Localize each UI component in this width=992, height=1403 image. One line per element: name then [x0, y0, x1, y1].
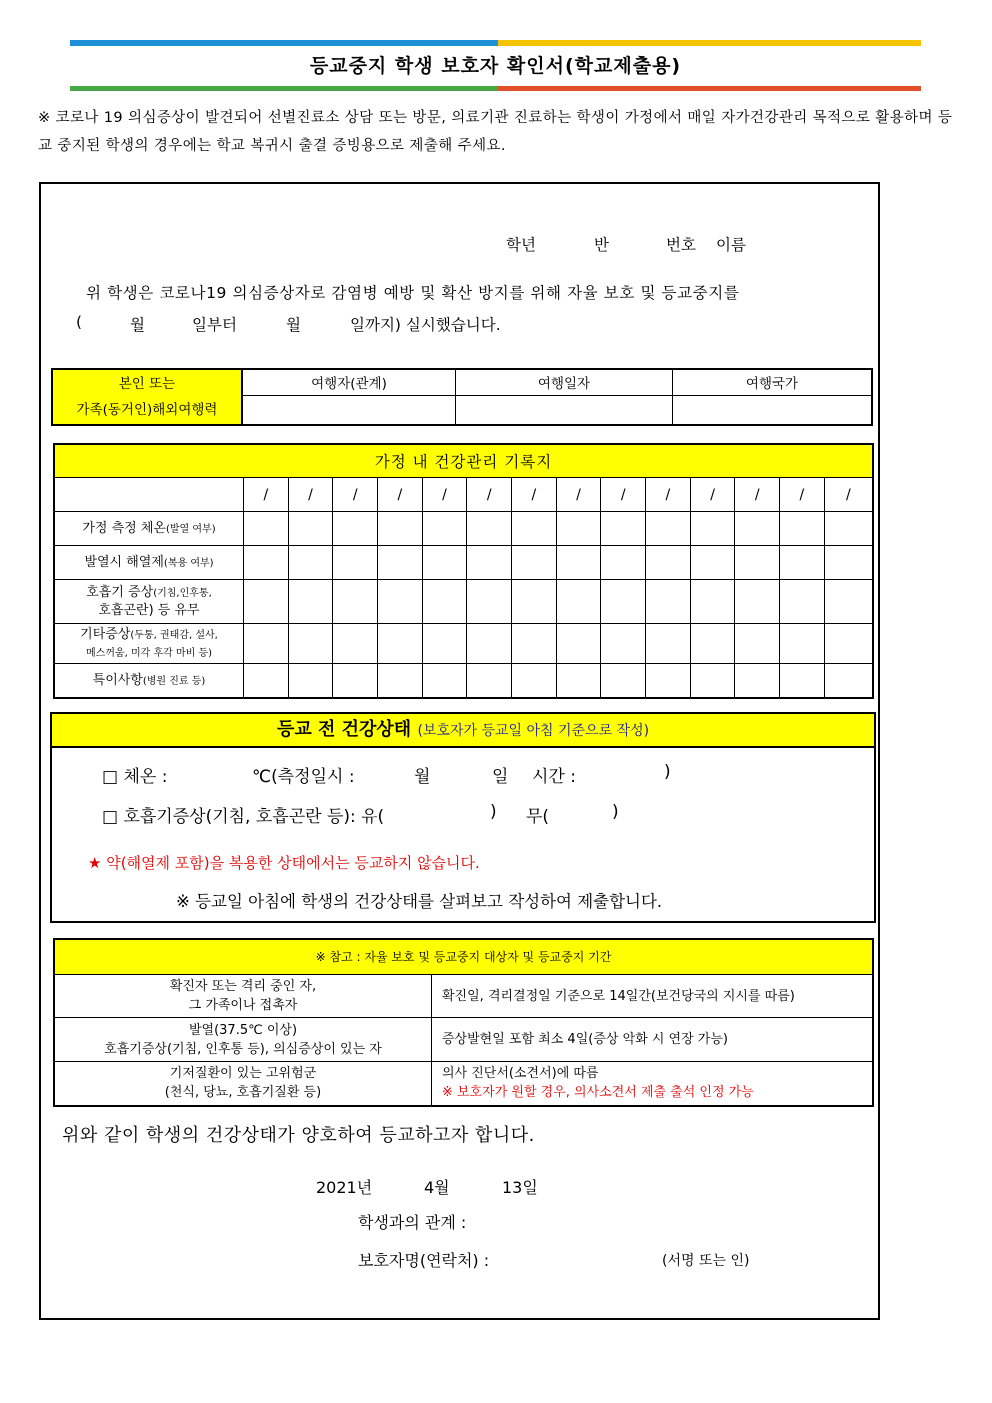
health-row-label-main: 발열시 해열제 [84, 554, 164, 570]
statement-open: ( [76, 313, 83, 331]
temp-month: 월 [414, 767, 431, 787]
health-row-label-main: 가정 측정 체온 [82, 520, 166, 536]
health-entry-cell[interactable] [244, 512, 289, 546]
date-cell[interactable]: / [646, 478, 691, 512]
relation-label: 학생과의 관계 : [358, 1213, 467, 1232]
reference-who-2-line2: 호흡기증상(기침, 인후통 등), 의심증상이 있는 자 [104, 1041, 382, 1057]
reference-period-1-line1: 확진일, 격리결정일 기준으로 14일간(보건당국의 지시를 따름) [442, 988, 795, 1004]
number-label: 번호 [666, 236, 696, 254]
health-entry-cell[interactable] [735, 624, 780, 664]
guardian-label: 보호자명(연락처) : [358, 1251, 490, 1270]
health-entry-cell[interactable] [512, 546, 557, 580]
date-cell[interactable]: / [288, 478, 333, 512]
health-entry-cell[interactable] [780, 546, 825, 580]
health-entry-cell[interactable] [824, 546, 873, 580]
reference-period-2-line1: 증상발현일 포함 최소 4일(증상 악화 시 연장 가능) [442, 1032, 728, 1047]
resp-mid: ) [490, 802, 497, 822]
health-entry-cell[interactable] [735, 580, 780, 624]
health-entry-cell[interactable] [422, 546, 467, 580]
class-label: 반 [594, 236, 609, 254]
health-entry-cell[interactable] [288, 580, 333, 624]
health-entry-cell[interactable] [556, 580, 601, 624]
health-entry-cell[interactable] [378, 512, 423, 546]
health-entry-cell[interactable] [646, 546, 691, 580]
health-entry-cell[interactable] [467, 664, 512, 699]
date-cell[interactable]: / [690, 478, 735, 512]
pre-school-header [52, 714, 874, 748]
closing-statement: 위와 같이 학생의 건강상태가 양호하여 등교하고자 합니다. [62, 1125, 535, 1146]
health-entry-cell[interactable] [467, 546, 512, 580]
health-entry-cell[interactable] [824, 512, 873, 546]
date-cell[interactable]: / [244, 478, 289, 512]
health-row-label [54, 624, 244, 664]
temp-day: 일 [492, 767, 509, 787]
page-title: 등교중지 학생 보호자 확인서(학교제출용) [309, 55, 682, 77]
medication-warning: ★ 약(해열제 포함)을 복용한 상태에서는 등교하지 않습니다. [88, 854, 480, 872]
health-entry-cell[interactable] [467, 624, 512, 664]
date-cell[interactable]: / [556, 478, 601, 512]
resp-no: 무( [526, 807, 550, 827]
health-entry-cell[interactable] [646, 664, 691, 699]
statement-line1: 위 학생은 코로나19 의심증상자로 감염병 예방 및 확산 방지를 위해 자율 보호 및 등교중지를 [86, 284, 740, 302]
health-row-label-line2: 호흡곤란) 등 유무 [98, 603, 200, 618]
health-entry-cell[interactable] [556, 624, 601, 664]
health-entry-cell[interactable] [824, 664, 873, 699]
reference-title: ※ 참고 : 자율 보호 및 등교중지 대상자 및 등교중지 기간 [54, 939, 873, 975]
date-corner-cell [54, 478, 244, 512]
health-entry-cell[interactable] [288, 546, 333, 580]
pre-school-title: 등교 전 건강상태 [276, 719, 412, 740]
date-cell[interactable]: / [467, 478, 512, 512]
health-row-label [54, 664, 244, 699]
health-row-label-sub: (병원 진료 등) [142, 675, 206, 687]
health-row-label [54, 512, 244, 546]
date-cell[interactable]: / [333, 478, 378, 512]
temp-label: □ 체온 : [102, 767, 168, 787]
health-entry-cell[interactable] [422, 580, 467, 624]
health-row-label-sub: (발열 여부) [166, 523, 216, 535]
travel-traveler-field[interactable] [242, 395, 456, 425]
date-cell[interactable]: / [824, 478, 873, 512]
pre-school-instruction: ※ 등교일 아침에 학생의 건강상태를 살펴보고 작성하여 제출합니다. [176, 892, 663, 911]
health-row-label-main: 기타증상 [80, 626, 131, 642]
health-entry-cell[interactable] [601, 580, 646, 624]
signature-label: (서명 또는 인) [662, 1253, 750, 1269]
reference-period-3-line1: 의사 진단서(소견서)에 따름 [442, 1066, 599, 1082]
temp-close: ) [664, 762, 671, 782]
date-month: 4월 [424, 1178, 450, 1197]
health-entry-cell[interactable] [333, 664, 378, 699]
health-entry-cell[interactable] [735, 512, 780, 546]
health-entry-cell[interactable] [333, 624, 378, 664]
health-entry-cell[interactable] [601, 624, 646, 664]
reference-who-2 [54, 1018, 432, 1062]
reference-who-3 [54, 1062, 432, 1106]
health-row-label-sub: (복용 여부) [163, 557, 214, 569]
reference-who-1-line1: 확진자 또는 격리 중인 자, [169, 979, 317, 994]
health-entry-cell[interactable] [422, 664, 467, 699]
reference-period-3-line2: ※ 보호자가 원할 경우, 의사소견서 제출 출석 인정 가능 [442, 1085, 754, 1101]
health-entry-cell[interactable] [422, 512, 467, 546]
date-cell[interactable]: / [780, 478, 825, 512]
name-label: 이름 [716, 236, 746, 254]
health-entry-cell[interactable] [244, 664, 289, 699]
reference-period-2 [432, 1018, 874, 1062]
health-entry-cell[interactable] [288, 512, 333, 546]
health-entry-cell[interactable] [780, 664, 825, 699]
reference-who-3-line2: (천식, 당뇨, 호흡기질환 등) [164, 1085, 322, 1101]
date-cell[interactable]: / [378, 478, 423, 512]
travel-label-line1: 본인 또는 [118, 376, 176, 392]
health-entry-cell[interactable] [690, 512, 735, 546]
health-entry-cell[interactable] [244, 624, 289, 664]
travel-date-field[interactable] [456, 395, 673, 425]
health-entry-cell[interactable] [333, 512, 378, 546]
health-row-label-sub: (두통, 권태감, 설사, [130, 629, 218, 641]
date-cell[interactable]: / [512, 478, 557, 512]
health-entry-cell[interactable] [512, 512, 557, 546]
health-entry-cell[interactable] [735, 546, 780, 580]
statement-month: 월 [130, 316, 145, 334]
temp-unit: ℃(측정일시 : [252, 767, 355, 787]
statement-from: 일부터 [192, 316, 237, 334]
health-entry-cell[interactable] [824, 580, 873, 624]
health-entry-cell[interactable] [690, 580, 735, 624]
health-entry-cell[interactable] [422, 624, 467, 664]
travel-label-line2: 가족(동거인)해외여행력 [76, 402, 218, 418]
health-row-label-main: 호흡기 증상 [86, 585, 154, 600]
resp-close: ) [612, 802, 619, 822]
health-entry-cell[interactable] [601, 664, 646, 699]
health-entry-cell[interactable] [556, 512, 601, 546]
health-row-label-main: 특이사항 [92, 672, 143, 688]
health-entry-cell[interactable] [690, 664, 735, 699]
title-bar-green [70, 86, 498, 91]
health-entry-cell[interactable] [288, 664, 333, 699]
reference-who-1 [54, 975, 432, 1018]
health-entry-cell[interactable] [646, 624, 691, 664]
health-entry-cell[interactable] [646, 512, 691, 546]
date-day: 13일 [502, 1178, 538, 1197]
date-cell[interactable]: / [422, 478, 467, 512]
health-entry-cell[interactable] [735, 664, 780, 699]
temp-time: 시간 : [532, 767, 576, 787]
health-entry-cell[interactable] [467, 580, 512, 624]
health-entry-cell[interactable] [780, 512, 825, 546]
statement-until: 일까지) 실시했습니다. [350, 316, 501, 334]
health-entry-cell[interactable] [288, 624, 333, 664]
date-cell[interactable]: / [601, 478, 646, 512]
reference-who-1-line2: 그 가족이나 접촉자 [188, 998, 298, 1013]
reference-table [53, 938, 874, 1107]
reference-period-3 [432, 1062, 874, 1106]
health-entry-cell[interactable] [244, 580, 289, 624]
health-entry-cell[interactable] [333, 546, 378, 580]
health-entry-cell[interactable] [556, 546, 601, 580]
health-entry-cell[interactable] [512, 580, 557, 624]
health-row-label [54, 546, 244, 580]
travel-table [51, 368, 873, 426]
travel-label [52, 369, 242, 425]
health-entry-cell[interactable] [378, 624, 423, 664]
resp-label: □ 호흡기증상(기침, 호흡곤란 등): 유( [102, 807, 385, 827]
health-log-table [53, 443, 874, 699]
statement-month2: 월 [286, 316, 301, 334]
health-entry-cell[interactable] [378, 546, 423, 580]
health-entry-cell[interactable] [512, 664, 557, 699]
reference-period-1 [432, 975, 874, 1018]
health-entry-cell[interactable] [378, 664, 423, 699]
grade-label: 학년 [506, 236, 536, 254]
health-entry-cell[interactable] [601, 546, 646, 580]
travel-header-country: 여행국가 [673, 369, 873, 395]
health-entry-cell[interactable] [780, 624, 825, 664]
health-row-label-line2: 메스꺼움, 미각 후각 마비 등) [85, 647, 213, 659]
health-row-label [54, 580, 244, 624]
reference-who-2-line1: 발열(37.5℃ 이상) [188, 1022, 298, 1038]
travel-header-date: 여행일자 [456, 369, 673, 395]
date-cell[interactable]: / [735, 478, 780, 512]
health-entry-cell[interactable] [378, 580, 423, 624]
health-entry-cell[interactable] [824, 624, 873, 664]
health-row-label-sub: (기침,인후통, [153, 588, 212, 599]
health-entry-cell[interactable] [646, 580, 691, 624]
health-entry-cell[interactable] [780, 580, 825, 624]
pre-school-note: (보호자가 등교일 아침 기준으로 작성) [417, 723, 650, 739]
notice-text: ※ 코로나 19 의심증상이 발견되어 선별진료소 상담 또는 방문, 의료기관 진료하는 학생이 가정에서 매일 자가건강관리 목적으로 활용하며 등교 중지된 학생의 경우에는 학교 복귀시 출결 증빙용으로 제출해 주세요. [38, 110, 953, 154]
reference-who-3-line1: 기저질환이 있는 고위험군 [169, 1066, 317, 1082]
health-entry-cell[interactable] [690, 546, 735, 580]
travel-header-traveler: 여행자(관계) [242, 369, 456, 395]
date-year: 2021년 [316, 1178, 373, 1197]
health-entry-cell[interactable] [556, 664, 601, 699]
health-entry-cell[interactable] [601, 512, 646, 546]
health-entry-cell[interactable] [333, 580, 378, 624]
travel-country-field[interactable] [673, 395, 873, 425]
health-entry-cell[interactable] [512, 624, 557, 664]
title-bar-red [498, 86, 921, 91]
health-entry-cell[interactable] [244, 546, 289, 580]
health-entry-cell[interactable] [467, 512, 512, 546]
health-log-title: 가정 내 건강관리 기록지 [54, 444, 873, 478]
health-entry-cell[interactable] [690, 624, 735, 664]
